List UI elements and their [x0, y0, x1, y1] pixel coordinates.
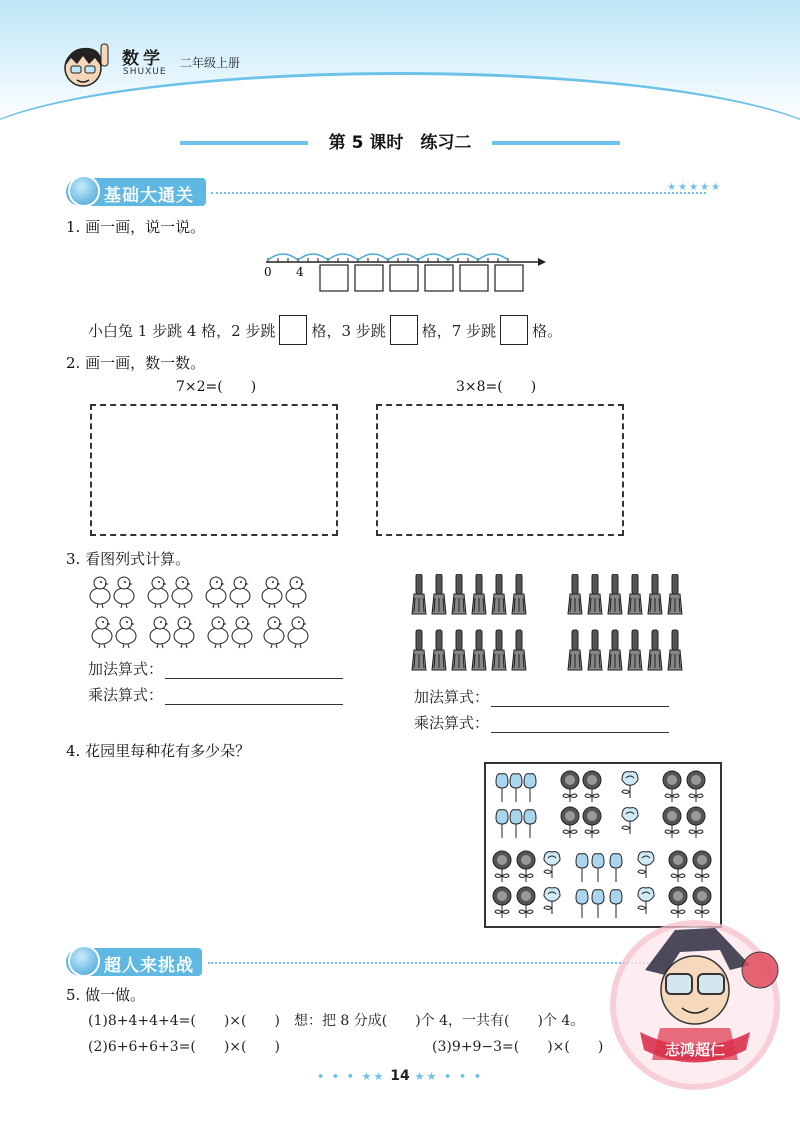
lesson-title: 第 5 课时 练习二: [328, 133, 472, 153]
question-3-prompt: 3. 看图列式计算。: [66, 550, 191, 568]
drawing-area-right[interactable]: [376, 404, 624, 536]
statement-part: 格，3 步跳: [311, 321, 386, 340]
number-line-blank[interactable]: [425, 265, 453, 291]
footer-stars-left: • • • ★★: [317, 1070, 386, 1083]
multiplication-label: 乘法算式：: [88, 686, 164, 704]
multiplication-label: 乘法算式：: [414, 714, 490, 732]
addition-label: 加法算式：: [414, 688, 490, 706]
question-5-line-2b: (3)9+9−3=( )×( ): [432, 1039, 604, 1055]
axis-label-0: 0: [264, 265, 272, 279]
question-1-prompt: 1. 画一画，说一说。: [66, 218, 206, 236]
answer-box-7-steps[interactable]: [500, 315, 528, 345]
statement-part: 格。: [532, 321, 563, 340]
chicks-addition-row: [88, 658, 343, 679]
flower-garden-picture: [484, 762, 722, 928]
badge-text: 志鸿超仁: [664, 1041, 726, 1059]
question-5-line-1: (1)8+4+4+4=( )×( ) 想：把 8 分成( )个 4，一共有( )个 4。: [88, 1013, 585, 1029]
number-line-blank[interactable]: [320, 265, 348, 291]
chicks-multiplication-row: [88, 684, 343, 705]
answer-box-3-steps[interactable]: [390, 315, 418, 345]
brushes-illustration-right: [566, 574, 690, 676]
statement-part: 小白兔 1 步跳 4 格，2 步跳: [88, 321, 276, 340]
number-line: [258, 246, 548, 296]
globe-icon: [68, 175, 100, 207]
statement-part: 格，7 步跳: [421, 321, 497, 340]
chicks-addition-answer[interactable]: [165, 663, 343, 679]
question-4-prompt: 4. 花园里每种花有多少朵？: [66, 742, 251, 760]
section-header-basic: [66, 178, 722, 208]
expression-3x8: 3×8=( ): [456, 379, 537, 395]
brushes-multiplication-row: [414, 712, 669, 733]
superhero-badge: [600, 910, 795, 1090]
drawing-area-left[interactable]: [90, 404, 338, 536]
brushes-multiplication-answer[interactable]: [491, 717, 669, 733]
number-line-blank[interactable]: [390, 265, 418, 291]
answer-box-2-steps[interactable]: [279, 315, 307, 345]
brushes-addition-answer[interactable]: [491, 691, 669, 707]
addition-label: 加法算式：: [88, 660, 164, 678]
grade-label: 二年级上册: [180, 56, 241, 70]
flowers-illustration: [486, 764, 720, 926]
chicks-multiplication-answer[interactable]: [165, 689, 343, 705]
question-5-line-2a: (2)6+6+6+3=( )×( ): [88, 1039, 280, 1055]
question-1-statement: [88, 315, 562, 345]
expression-7x2: 7×2=( ): [176, 379, 257, 395]
axis-label-4: 4: [296, 265, 304, 279]
brushes-illustration-left: [410, 574, 534, 676]
section-title: 超人来挑战: [104, 956, 194, 976]
section-stars: ★★★★★: [667, 182, 722, 193]
number-line-blank[interactable]: [495, 265, 523, 291]
ufo-icon: [68, 945, 100, 977]
section-title: 基础大通关: [104, 186, 194, 206]
subject-pinyin: SHUXUE: [123, 67, 167, 77]
chicks-illustration: [88, 572, 320, 652]
page-footer: [0, 1068, 800, 1084]
page-header: [0, 0, 800, 120]
question-2-prompt: 2. 画一画，数一数。: [66, 354, 206, 372]
brushes-addition-row: [414, 686, 669, 707]
mascot-icon: [55, 38, 117, 96]
question-5-prompt: 5. 做一做。: [66, 986, 146, 1004]
subject-title: 数学: [122, 49, 164, 69]
section-divider: [211, 192, 706, 194]
footer-stars-right: ★★ • • •: [414, 1070, 483, 1083]
number-line-blank[interactable]: [460, 265, 488, 291]
page-number: 14: [390, 1068, 410, 1084]
number-line-blank[interactable]: [355, 265, 383, 291]
